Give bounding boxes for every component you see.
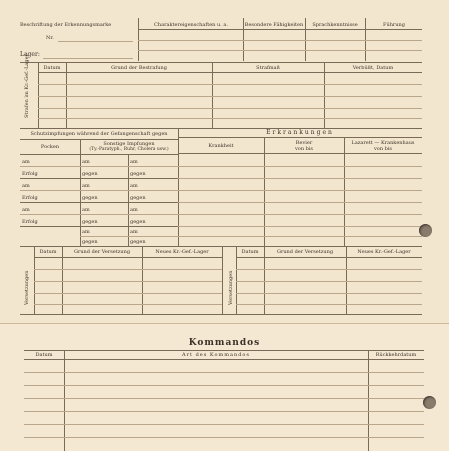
impf-row-2-a: am: [22, 183, 30, 189]
header-col-fuehrung: Führung: [383, 22, 405, 28]
impfungen-col-sonstige-sub: (Ty.-Paratyph., Ruhr, Cholera usw.): [89, 147, 169, 152]
impf-row-6-b: am: [82, 229, 90, 235]
lager-field-line: [43, 58, 133, 59]
impf-row-7-b: gegen: [82, 239, 98, 245]
header-col-sprachen: Sprachkenntnisse: [312, 22, 358, 28]
impfungen-title: Schutzimpfungen während der Gefangenschaft gegen: [30, 131, 168, 137]
versetzungen-left-col-datum: Datum: [39, 249, 57, 255]
kommandos-col-datum: Datum: [35, 352, 53, 358]
impfungen-col-sonstige: Sonstige Impfungen: [103, 141, 155, 147]
impf-row-2-c: am: [130, 183, 138, 189]
header-col-faehigkeiten: Besondere Fähigkeiten: [244, 22, 304, 28]
strafen-side-label: Strafen im Kr.-Gef.-Lager: [24, 54, 30, 118]
nr-label: Nr.: [46, 35, 54, 41]
impf-row-3-b: gegen: [82, 195, 98, 201]
versetzungen-left-col-grund: Grund der Versetzung: [73, 249, 131, 255]
impf-row-4-c: am: [130, 207, 138, 213]
punch-hole-bottom: [423, 396, 436, 409]
impf-row-4-a: am: [22, 207, 30, 213]
impf-row-2-b: am: [82, 183, 90, 189]
impf-row-1-c: gegen: [130, 171, 146, 177]
erkrankungen-col-lazarett-sub: von bis: [373, 146, 392, 152]
impf-row-1-b: gegen: [82, 171, 98, 177]
impf-row-3-c: gegen: [130, 195, 146, 201]
impf-row-3-a: Erfolg: [22, 195, 38, 201]
impf-row-5-a: Erfolg: [22, 219, 38, 225]
versetzungen-right-col-neues: Neues Kr.-Gef.-Lager: [357, 249, 411, 255]
punch-hole-top: [419, 224, 432, 237]
impf-row-0-a: am: [22, 159, 30, 165]
versetzungen-right-col-datum: Datum: [241, 249, 259, 255]
strafen-col-strafmass: Strafmaß: [256, 65, 280, 71]
lager-label: Lager:: [20, 51, 40, 58]
impf-row-0-c: am: [130, 159, 138, 165]
versetzungen-left-col-neues: Neues Kr.-Gef.-Lager: [155, 249, 209, 255]
versetzungen-side-label-left: Versetzungen: [24, 270, 30, 305]
erkrankungen-col-revier-sub: von bis: [294, 146, 313, 152]
kommandos-sheet: [0, 323, 449, 451]
impf-row-1-a: Erfolg: [22, 171, 38, 177]
kommandos-title: Kommandos: [188, 338, 261, 348]
strafen-col-grund: Grund der Bestrafung: [111, 65, 167, 71]
impf-row-5-c: gegen: [130, 219, 146, 225]
impfungen-col-pocken: Pocken: [40, 144, 60, 150]
impf-row-0-b: am: [82, 159, 90, 165]
impf-row-5-b: gegen: [82, 219, 98, 225]
nr-field-line: [58, 41, 133, 42]
versetzungen-side-label-right: Versetzungen: [228, 270, 234, 305]
kommandos-col-rueckkehr: Rückkehrdatum: [375, 352, 417, 358]
erkrankungen-col-lazarett: Lazarett — Krankenhaus: [351, 140, 415, 146]
kommandos-col-art: Art des Kommandos: [182, 352, 250, 358]
impf-row-6-c: am: [130, 229, 138, 235]
strafen-col-verbuesst: Verbüßt, Datum: [352, 65, 394, 71]
erkennungsmarke-label: Beschriftung der Erkennungsmarke: [20, 22, 112, 28]
versetzungen-right-col-grund: Grund der Versetzung: [276, 249, 334, 255]
header-col-charakter: Charaktereigenschaften u. a.: [154, 22, 228, 28]
erkrankungen-col-revier: Revier: [295, 140, 313, 146]
strafen-col-datum: Datum: [43, 65, 61, 71]
impf-row-7-c: gegen: [130, 239, 146, 245]
impf-row-4-b: am: [82, 207, 90, 213]
erkrankungen-title: Erkrankungen: [266, 129, 334, 136]
erkrankungen-col-krankheit: Krankheit: [208, 143, 234, 149]
